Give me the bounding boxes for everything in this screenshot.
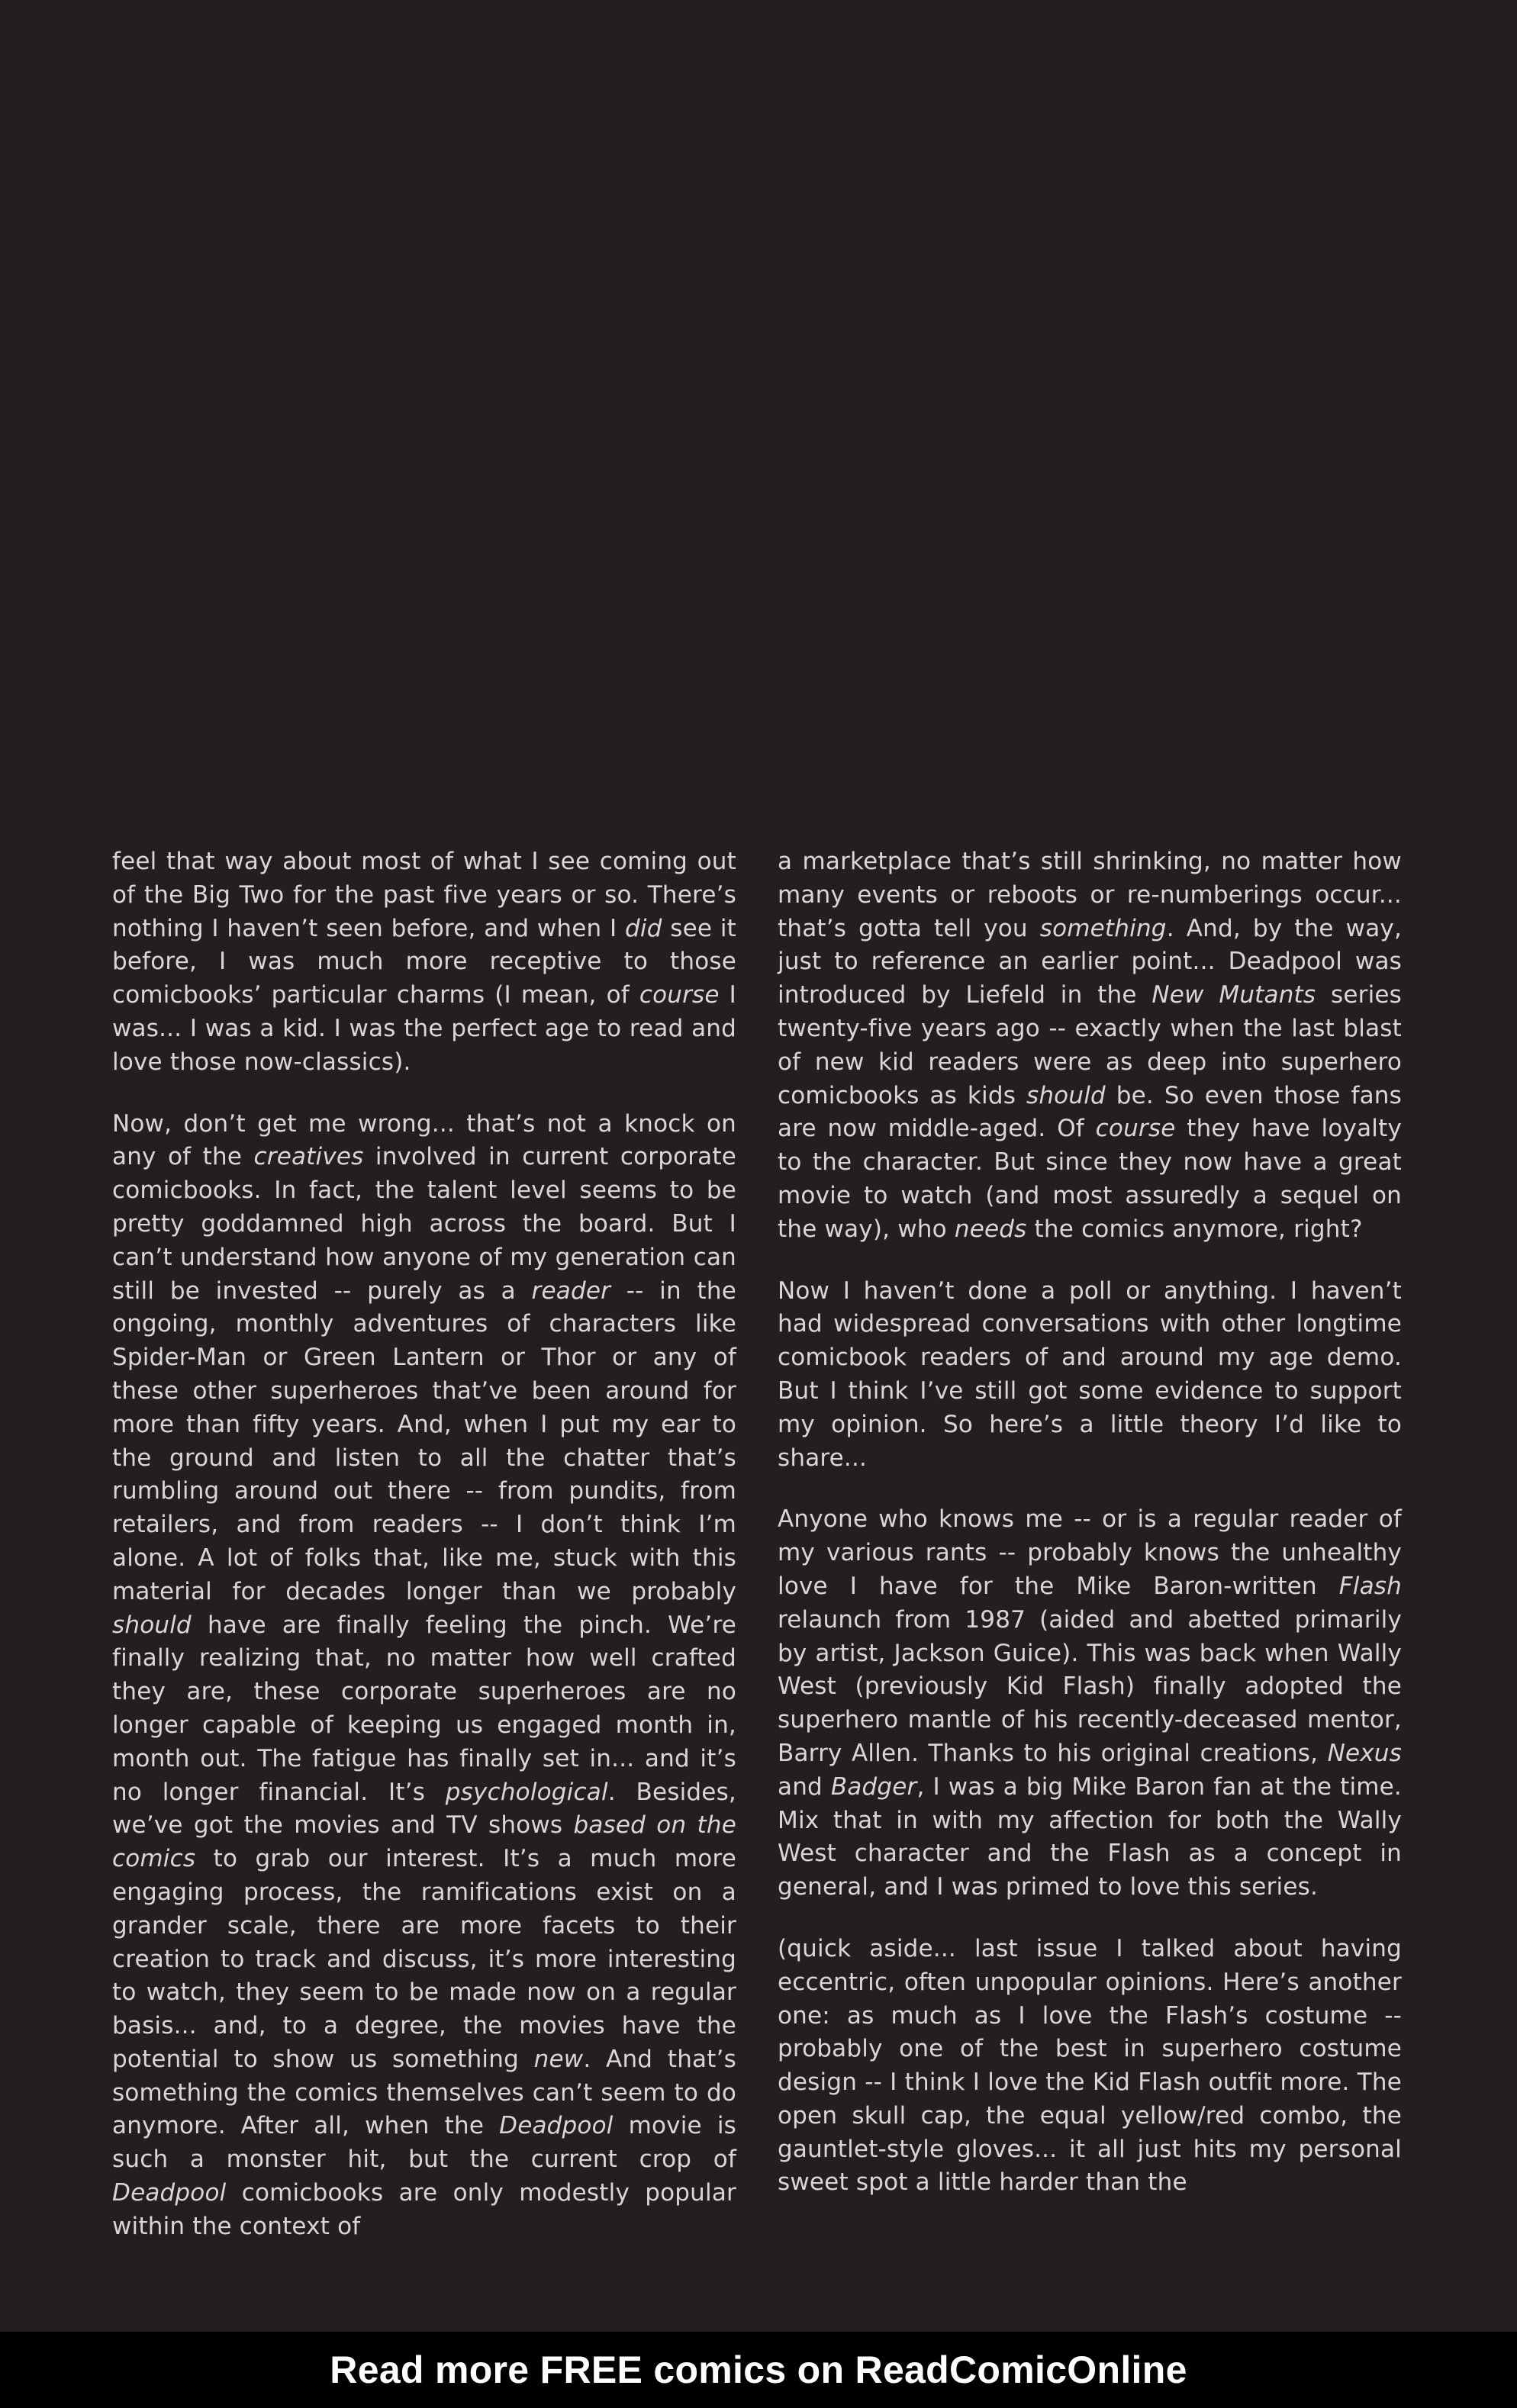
footer-banner <box>0 2332 1517 2408</box>
italic-emphasis: should <box>1026 1081 1106 1109</box>
text-run: involved in current corporate comicbooks. In fact, the talent level seems to be pretty goddamned high across the board. But I can’t understand how anyone of my generation can still be invested -- purely as a <box>112 1143 737 1305</box>
italic-emphasis: new <box>533 2045 584 2073</box>
text-run: , I was a big Mike Baron fan at the time. Mix that in with my affection for both the Wally West character and the Flash as a concept in general, and I was primed to love this series. <box>778 1772 1402 1901</box>
italic-emphasis: based on the comics <box>112 1811 736 1873</box>
right-paragraph-2 <box>778 1275 1402 1476</box>
text-run: to grab our interest. It’s a much more engaging process, the ramifications exist on a grander scale, there are more facets to their creation to track and discuss, it’s more interesting to watch, they seem to be made now on a regular basis... and, to a degree, the movies have the potential to show us something <box>112 1845 736 2073</box>
text-run: -- in the ongoing, monthly adventures of characters like Spider-Man or Green Lantern or Thor or any of these other superheroes that’ve been around for more than fifty years. And, when I put my ear to the ground and listen to all the chatter that’s rumbling around out there -- from pundits, from retailers, and from readers -- I don’t think I’m alone. A lot of folks that, like me, stuck with this material for decades longer than we probably <box>112 1276 736 1605</box>
text-run: relaunch from 1987 (aided and abetted primarily by artist, Jackson Guice). This was back when Wally West (previously Kid Flash) finally adopted the superhero mantle of his recently-deceased mentor, Barry Allen. Thanks to his original creations, <box>778 1605 1402 1767</box>
text-run: and <box>778 1772 831 1801</box>
italic-emphasis: Deadpool <box>112 2179 227 2207</box>
article-columns <box>112 845 1402 2244</box>
italic-emphasis: course <box>639 981 720 1009</box>
italic-emphasis: Nexus <box>1327 1739 1402 1767</box>
italic-emphasis: psychological <box>445 1778 608 1806</box>
italic-emphasis: Deadpool <box>499 2112 614 2140</box>
footer-banner-text: Read more FREE comics on ReadComicOnline <box>330 2348 1187 2391</box>
right-text-column <box>778 845 1402 2244</box>
text-run: be. So even those fans are now middle-aged. Of <box>778 1081 1402 1143</box>
italic-emphasis: something <box>1039 914 1167 942</box>
italic-emphasis: did <box>625 914 662 942</box>
text-run: Now I haven’t done a poll or anything. I haven’t had widespread conversations with other longtime comicbook readers of and around my age demo. But I think I’ve still got some evidence to support my opinion. So here’s a little theory I’d like to share... <box>778 1276 1402 1472</box>
left-text-column <box>112 845 736 2244</box>
text-run: I was... I was a kid. I was the perfect age to read and love those now-classics). <box>112 981 736 1076</box>
right-paragraph-4 <box>778 1933 1402 2200</box>
text-run: . Besides, we’ve got the movies and TV shows <box>112 1778 736 1840</box>
italic-emphasis: needs <box>954 1215 1027 1243</box>
text-run: have are finally feeling the pinch. We’re finally realizing that, no matter how well crafted they are, these corporate superheroes are no longer capable of keeping us engaged month in, month out. The fatigue has finally set in... and it’s no longer financial. It’s <box>112 1611 736 1806</box>
text-run: Anyone who knows me -- or is a regular reader of my various rants -- probably knows the unhealthy love I have for the Mike Baron-written <box>778 1505 1402 1600</box>
italic-emphasis: reader <box>531 1276 611 1305</box>
text-run: . And that’s something the comics themselves can’t seem to do anymore. After all, when the <box>112 2045 737 2140</box>
text-run: feel that way about most of what I see coming out of the Big Two for the past five years or so. There’s nothing I haven’t seen before, and when I <box>112 848 736 942</box>
italic-emphasis: course <box>1095 1115 1176 1143</box>
text-run: the comics anymore, right? <box>1026 1215 1363 1243</box>
left-paragraph-1 <box>112 845 736 1080</box>
text-run: see it before, I was much more receptive to those comicbooks’ particular charms (I mean, of <box>112 914 737 1009</box>
text-run: they have loyalty to the character. But since they now have a great movie to watch (and most assuredly a sequel on the way), who <box>778 1115 1402 1243</box>
right-paragraph-1 <box>778 845 1402 1247</box>
italic-emphasis: New Mutants <box>1151 981 1316 1009</box>
italic-emphasis: should <box>112 1611 192 1639</box>
text-run: . And, by the way, just to reference an earlier point... Deadpool was introduced by Liefeld in the <box>778 914 1402 1009</box>
text-run: a marketplace that’s still shrinking, no matter how many events or reboots or re-numberings occur... that’s gotta tell you <box>778 848 1402 942</box>
italic-emphasis: creatives <box>253 1143 364 1171</box>
text-run: Now, don’t get me wrong... that’s not a knock on any of the <box>112 1109 736 1171</box>
italic-emphasis: Flash <box>1338 1572 1402 1600</box>
text-run: comicbooks are only modestly popular within the context of <box>112 2179 736 2240</box>
text-run: (quick aside... last issue I talked about having eccentric, often unpopular opinions. Here’s another one: as much as I love the Flash’s costume -- probably one of the best in superhero costume design -- I think I love the Kid Flash outfit more. The open skull cap, the equal yellow/red combo, the gauntlet-style gloves... it all just hits my personal sweet spot a little harder than the <box>778 1934 1402 2197</box>
text-run: movie is such a monster hit, but the current crop of <box>112 2112 736 2174</box>
right-paragraph-3 <box>778 1503 1402 1904</box>
left-paragraph-2 <box>112 1108 736 2244</box>
text-run: series twenty-five years ago -- exactly when the last blast of new kid readers were as deep into superhero comicbooks as kids <box>778 981 1403 1109</box>
italic-emphasis: Badger <box>830 1772 917 1801</box>
